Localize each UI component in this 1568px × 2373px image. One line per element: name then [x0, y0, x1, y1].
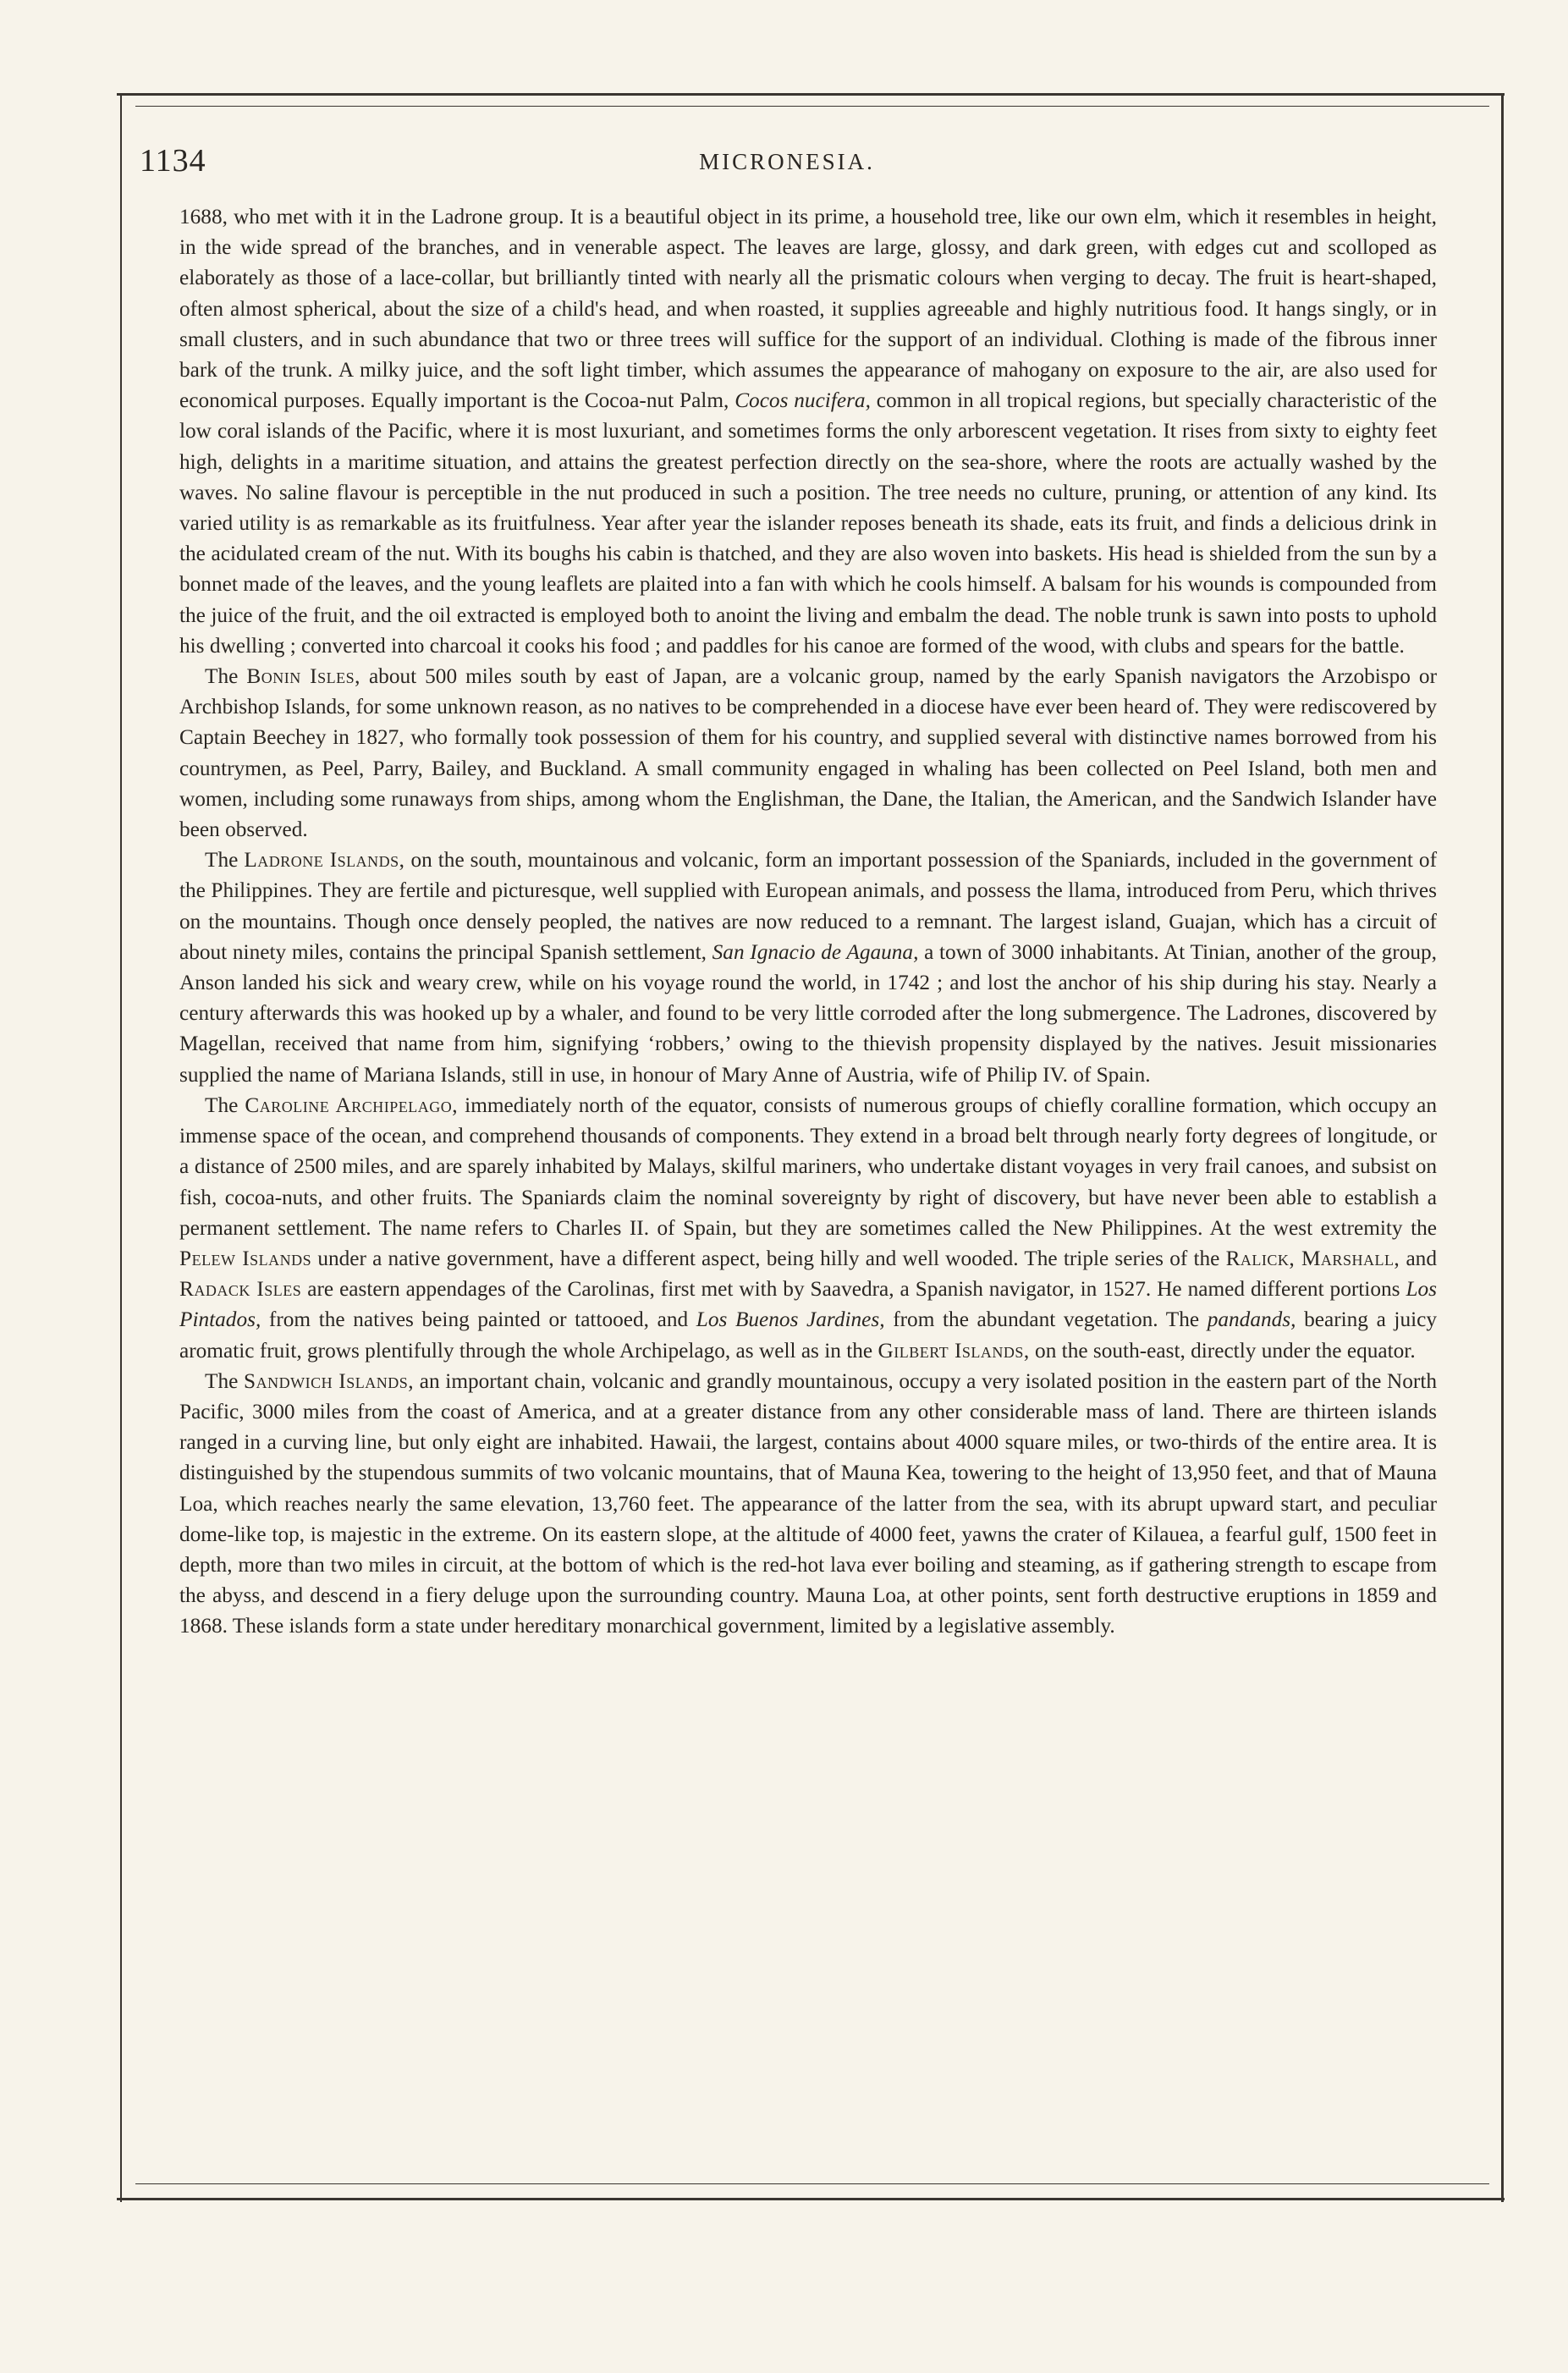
- paragraph-text: from the natives being painted or tattooed, and: [261, 1308, 696, 1332]
- frame-left-rule: [120, 95, 122, 2202]
- frame-top-outer-rule: [117, 93, 1505, 96]
- paragraph-text: common in all tropical regions, but specially characteristic of the low coral islands of the Pacific, where it is most luxuriant, and sometimes forms the only arborescent vegetation. It rises from sixty to eighty feet high, delights in a maritime situation, and attains the greatest perfection directly on the sea-shore, where the roots are actually washed by the waves. No saline flavour is perceptible in the nut produced in such a position. The tree needs no culture, pruning, or attention of any kind. Its varied utility is as remarkable as its fruitfulness. Year after year the islander reposes beneath its shade, eats its fruit, and finds a delicious drink in the acidulated cream of the nut. With its boughs his cabin is thatched, and they are also woven into baskets. His head is shielded from the sun by a bonnet made of the leaves, and the young leaflets are plaited into a fan with which he cools himself. A balsam for his wounds is compounded from the juice of the fruit, and the oil extracted is employed both to anoint the living and embalm the dead. The noble trunk is sawn into posts to uphold his dwelling ; converted into charcoal it cooks his food ; and paddles for his canoe are formed of the wood, with clubs and spears for the battle.: [179, 388, 1438, 658]
- paragraph-text: immediately north of the equator, consists of numerous groups of chiefly coralline formation, which occupy an immense space of the ocean, and comprehend thousands of components. They extend in a broad belt through nearly forty degrees of longitude, or a distance of 2500 miles, and are sparely inhabited by Malays, skilful mariners, who undertake distant voyages in very frail canoes, and subsist on fish, cocoa-nuts, and other fruits. The Spaniards claim the nominal sovereignty by right of discovery, but have never been able to establish a permanent settlement. The name refers to Charles II. of Spain, but they are sometimes called the New Philippines. At the west extremity the: [179, 1093, 1437, 1240]
- paragraph-text: 1688, who met with it in the Ladrone group. It is a beautiful object in its prime, a household tree, like our own elm, which it resembles in height, in the wide spread of the branches, and in venerable aspect. The leaves are large, glossy, and dark green, with edges cut and scolloped as elaborately as those of a lace-collar, but brilliantly tinted with nearly all the prismatic colours when verging to decay. The fruit is heart-shaped, often almost spherical, about the size of a child's head, and when roasted, it supplies agreeable and highly nutritious food. It hangs singly, or in small clusters, and in such abundance that two or three trees will suffice for the support of an individual. Clothing is made of the fibrous inner bark of the trunk. A milky juice, and the soft light timber, which assumes the appearance of mahogany on exposure to the air, are also used for economical purposes. Equally important is the Cocoa-nut Palm,: [179, 205, 1437, 413]
- frame-bottom-outer-rule: [117, 2198, 1505, 2200]
- paragraph-text: from the abundant vegetation. The: [884, 1308, 1208, 1332]
- paragraph-text: The: [205, 664, 247, 689]
- paragraph-text: on the south, mountainous and volcanic, form an important possession of the Spaniards, included in the government of the Philippines. They are fertile and picturesque, well supplied with European animals, and possess the llama, introduced from Peru, which thrives on the mountains. Though once densely peopled, the natives are now reduced to a remnant. The largest island, Guajan, which has a circuit of about ninety miles, contains the principal Spanish settlement,: [179, 848, 1437, 964]
- running-title: MICRONESIA.: [699, 149, 875, 174]
- frame-top-inner-rule: [135, 106, 1489, 107]
- frame-right-rule: [1501, 95, 1504, 2202]
- paragraph-text: on the south-east, directly under the equator.: [1029, 1338, 1416, 1363]
- section-heading: Ladrone Islands,: [244, 848, 405, 873]
- paragraph-text: a town of 3000 inhabitants. At Tinian, another of the group, Anson landed his sick and weary crew, while on his voyage round the world, in 1742 ; and lost the anchor of his ship during his stay. Nearly a century afterwards this was hooked up by a whaler, and found to be very little corroded after the long submergence. The Ladrones, discovered by Magellan, received that name from him, signifying ‘robbers,’ owing to the thievish propensity displayed by the natives. Jesuit missionaries supplied the name of Mariana Islands, still in use, in honour of Mary Anne of Austria, wife of Philip IV. of Spain.: [179, 939, 1437, 1087]
- paragraph-text: The: [205, 1093, 245, 1117]
- section-heading: Pelew Islands: [179, 1246, 312, 1270]
- page-header: [140, 142, 1434, 184]
- paragraph-text: and: [1400, 1246, 1437, 1270]
- italic-term: Cocos nucifera,: [734, 388, 871, 413]
- paragraph-breadfruit-cocoanut: [179, 201, 1437, 661]
- body-text: [179, 201, 1437, 1642]
- page-number: 1134: [140, 143, 206, 179]
- paragraph-caroline-archipelago: [179, 1090, 1437, 1366]
- italic-term: pandands,: [1207, 1308, 1296, 1332]
- paragraph-text: about 500 miles south by east of Japan, are a volcanic group, named by the early Spanish navigators the Arzobispo or Archbishop Islands, for some unknown reason, as no natives to be comprehended in a diocese have ever been heard of. They were rediscovered by Captain Beechey in 1827, who formally took possession of them for his country, and supplied several with distinctive names borrowed from his countrymen, as Peel, Parry, Bailey, and Buckland. A small community engaged in whaling has been collected on Peel Island, both men and women, including some runaways from ships, among whom the Englishman, the Dane, the Italian, the American, and the Sandwich Islander have been observed.: [179, 664, 1438, 842]
- italic-term: Los Pintados,: [179, 1277, 1438, 1332]
- paragraph-text: The: [205, 848, 245, 873]
- section-heading: Caroline Archipelago,: [245, 1093, 459, 1117]
- paragraph-text: are eastern appendages of the Carolinas, first met with by Saavedra, a Spanish navigator, in 1527. He named different portions: [301, 1277, 1406, 1302]
- paragraph-ladrone-islands: [179, 845, 1437, 1090]
- paragraph-text: an important chain, volcanic and grandly mountainous, occupy a very isolated position in the eastern part of the North Pacific, 3000 miles from the coast of America, and at a greater distance from any other considerable mass of land. There are thirteen islands ranged in a curving line, but only eight are inhabited. Hawaii, the largest, contains about 4000 square miles, or two-thirds of the entire area. It is distinguished by the stupendous summits of two volcanic mountains, that of Mauna Kea, towering to the height of 13,950 feet, and that of Mauna Loa, which reaches nearly the same elevation, 13,760 feet. The appearance of the latter from the sea, with its abrupt upward start, and peculiar dome-like top, is majestic in the extreme. On its eastern slope, at the altitude of 4000 feet, yawns the crater of Kilauea, a fearful gulf, 1500 feet in depth, more than two miles in circuit, at the bottom of which is the red-hot lava ever boiling and steaming, as if gathering strength to escape from the abyss, and descend in a fiery deluge upon the surrounding country. Mauna Loa, at other points, sent forth destructive eruptions in 1859 and 1868. These islands form a state under hereditary monarchical government, limited by a legislative assembly.: [179, 1368, 1438, 1638]
- paragraph-bonin-isles: [179, 661, 1437, 845]
- frame-bottom-inner-rule: [135, 2183, 1489, 2184]
- section-heading: Radack Isles: [179, 1277, 302, 1302]
- paragraph-text: The: [205, 1368, 245, 1393]
- section-heading: Sandwich Islands,: [244, 1368, 415, 1393]
- section-heading: Gilbert Islands,: [878, 1338, 1030, 1363]
- section-heading: Bonin Isles,: [246, 664, 360, 689]
- italic-term: Los Buenos Jardines,: [696, 1308, 885, 1332]
- paragraph-text: under a native government, have a different aspect, being hilly and well wooded. The triple series of the: [311, 1246, 1226, 1270]
- italic-term: San Ignacio de Agauna,: [712, 939, 919, 964]
- section-heading: Ralick, Marshall,: [1225, 1246, 1400, 1270]
- paragraph-sandwich-islands: [179, 1366, 1437, 1642]
- paragraph-text: bearing a juicy aromatic fruit, grows plentifully through the whole Archipelago, as well as in the: [179, 1308, 1438, 1363]
